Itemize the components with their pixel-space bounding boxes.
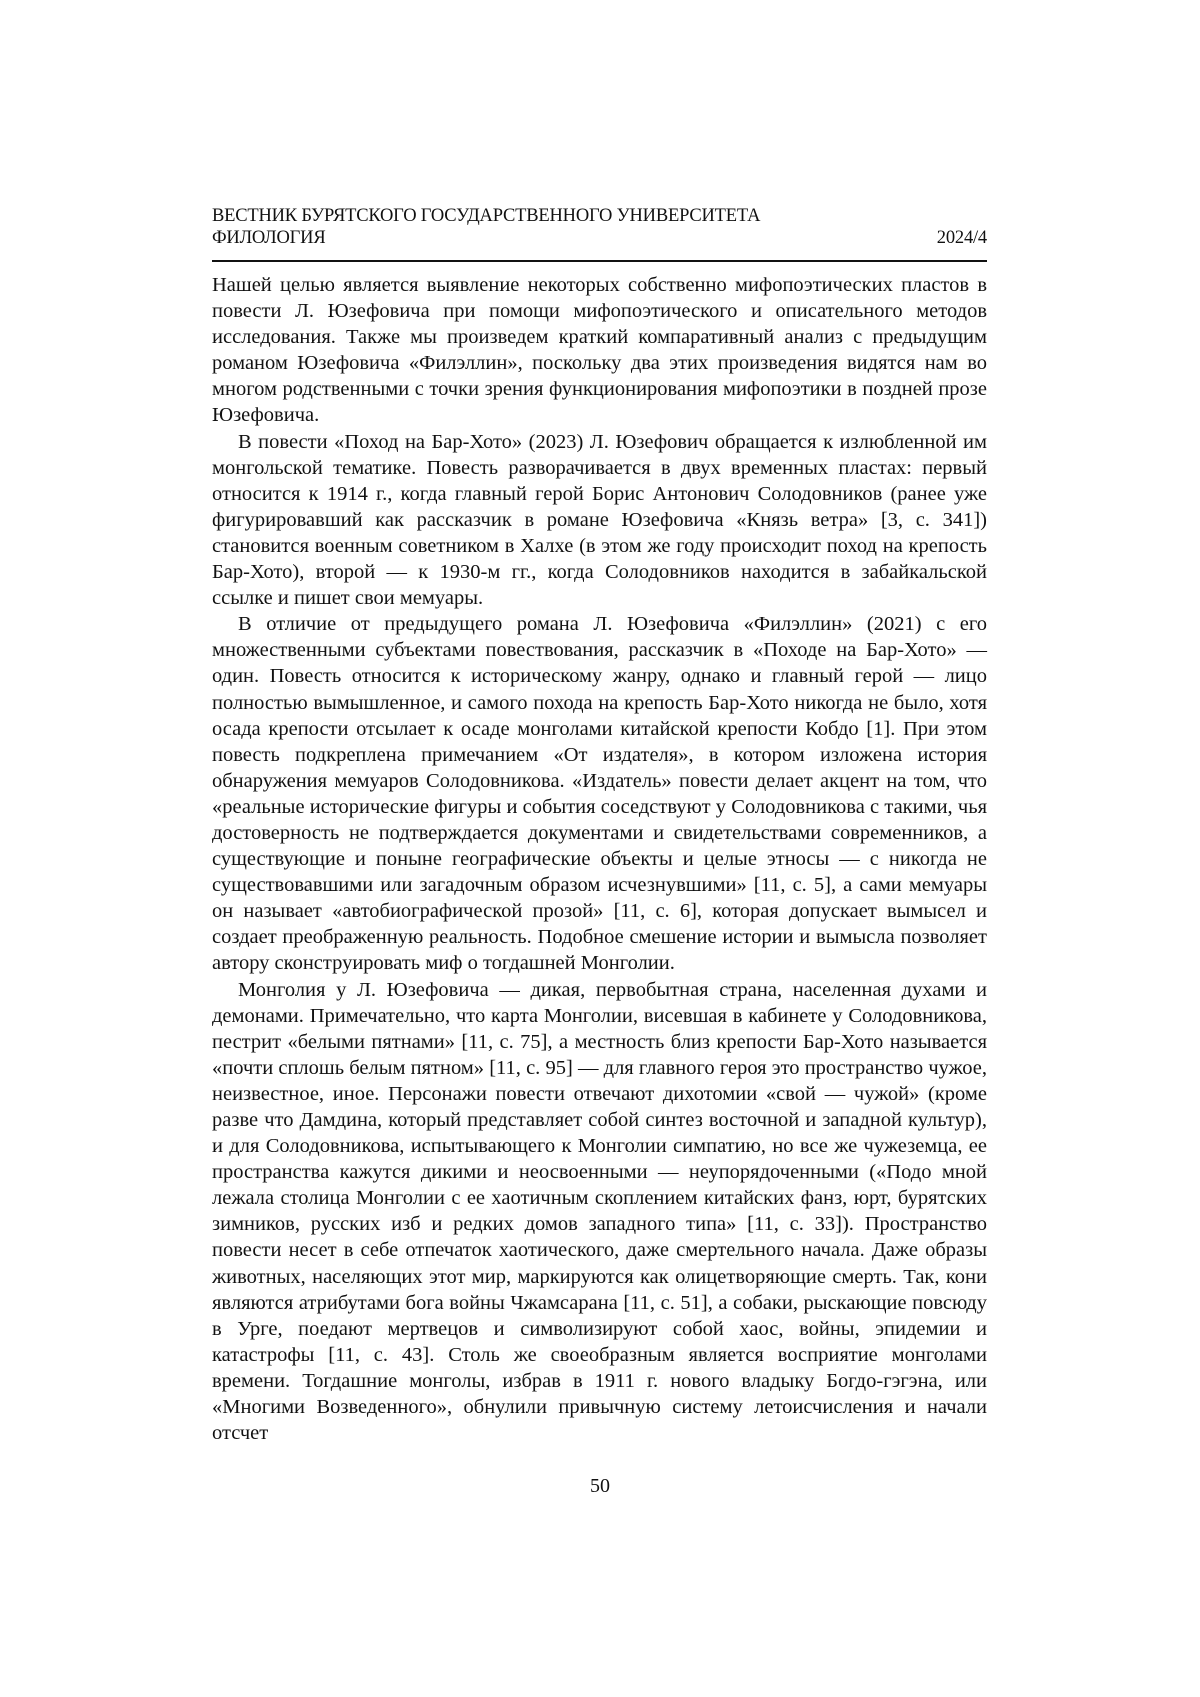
paragraph: Монголия у Л. Юзефовича — дикая, первобытная страна, населенная духами и демонами. Примечательно, что карта Монголии, висевшая в кабинете у Солодовникова, пестрит «белыми пятнами» [11, с. 75], а местность близ крепости Бар-Хото называется «почти сплошь белым пятном» [11, с. 95] — для главного героя это пространство чужое, неизвестное, иное. Персонажи повести отвечают дихотомии «свой — чужой» (кроме разве что Дамдина, который представляет собой синтез восточной и западной культур), и для Солодовникова, испытывающего к Монголии симпатию, но все же чужеземца, ее пространства кажутся дикими и неосвоенными — неупорядоченными («Подо мной лежала столица Монголии с ее хаотичным скоплением китайских фанз, юрт, бурятских зимников, русских изб и редких домов западного типа» [11, с. 33]). Пространство повести несет в себе отпечаток хаотического, даже смертельного начала. Даже образы животных, населяющих этот мир, маркируются как олицетворяющие смерть. Так, кони являются атрибутами бога войны Чжамсарана [11, с. 51], а собаки, рыскающие повсюду в Урге, поедают мертвецов и символизируют собой хаос, войны, эпидемии и катастрофы [11, с. 43]. Столь же своеобразным является восприятие монголами времени. Тогдашние монголы, избрав в 1911 г. нового владыку Богдо-гэгэна, или «Многими Возведенного», обнулили привычную систему летоисчисления и начали отсчет bbox=[212, 977, 987, 1447]
running-header bbox=[212, 205, 987, 249]
paragraph: Нашей целью является выявление некоторых собственно мифопоэтических пластов в повести Л. Юзефовича при помощи мифопоэтического и описательного методов исследования. Также мы произведем краткий компаративный анализ с предыдущим романом Юзефовича «Филэллин», поскольку два этих произведения видятся нам во многом родственными с точки зрения функционирования мифопоэтики в поздней прозе Юзефовича. bbox=[212, 272, 987, 429]
journal-title: ВЕСТНИК БУРЯТСКОГО ГОСУДАРСТВЕННОГО УНИВЕРСИТЕТА bbox=[212, 205, 987, 227]
article-body bbox=[212, 272, 987, 1446]
section-name: ФИЛОЛОГИЯ bbox=[212, 227, 325, 249]
header-rule bbox=[212, 260, 987, 262]
paragraph: В повести «Поход на Бар-Хото» (2023) Л. Юзефович обращается к излюбленной им монгольской тематике. Повесть разворачивается в двух временных пластах: первый относится к 1914 г., когда главный герой Борис Антонович Солодовников (ранее уже фигурировавший как рассказчик в романе Юзефовича «Князь ветра» [3, с. 341]) становится военным советником в Халхе (в этом же году происходит поход на крепость Бар-Хото), второй — к 1930-м гг., когда Солодовников находится в забайкальской ссылке и пишет свои мемуары. bbox=[212, 429, 987, 612]
issue-number: 2024/4 bbox=[937, 227, 987, 249]
page-number: 50 bbox=[0, 1475, 1200, 1498]
journal-page bbox=[0, 0, 1200, 1697]
header-section-row bbox=[212, 227, 987, 249]
paragraph: В отличие от предыдущего романа Л. Юзефовича «Филэллин» (2021) с его множественными субъектами повествования, рассказчик в «Походе на Бар-Хото» — один. Повесть относится к историческому жанру, однако и главный герой — лицо полностью вымышленное, и самого похода на крепость Бар-Хото никогда не было, хотя осада крепости отсылает к осаде монголами китайской крепости Кобдо [1]. При этом повесть подкреплена примечанием «От издателя», в котором изложена история обнаружения мемуаров Солодовникова. «Издатель» повести делает акцент на том, что «реальные исторические фигуры и события соседствуют у Солодовникова с такими, чья достоверность не подтверждается документами и свидетельствами современников, а существующие и поныне географические объекты и целые этносы — с никогда не существовавшими или загадочным образом исчезнувшими» [11, с. 5], а сами мемуары он называет «автобиографической прозой» [11, с. 6], которая допускает вымысел и создает преображенную реальность. Подобное смешение истории и вымысла позволяет автору сконструировать миф о тогдашней Монголии. bbox=[212, 611, 987, 976]
